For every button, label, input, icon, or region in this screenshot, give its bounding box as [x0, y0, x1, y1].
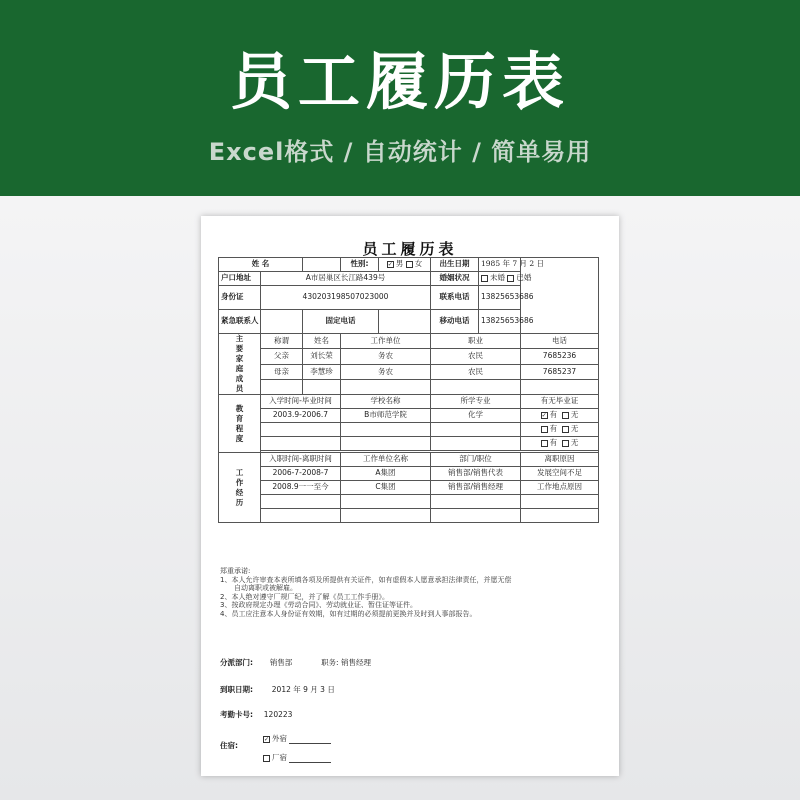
table-row	[219, 379, 599, 394]
emergency-value[interactable]	[261, 310, 303, 334]
commitment-notes	[220, 567, 610, 619]
work-cell[interactable]: 销售部/销售经理	[431, 481, 521, 495]
family-section-label: 主要家庭成员	[219, 334, 261, 395]
lodging-out-line[interactable]	[289, 736, 331, 744]
checkbox-icon[interactable]	[541, 440, 548, 447]
gender-options[interactable]: ✓ 男 女	[379, 258, 431, 272]
id-value[interactable]: 430203198507023000	[261, 286, 431, 310]
education-header: 入学时间-毕业时间	[261, 395, 341, 409]
work-cell[interactable]	[521, 495, 599, 509]
family-cell[interactable]: 刘长荣	[303, 349, 341, 364]
diploma-options[interactable]: ✓ 有 无	[521, 409, 599, 423]
family-cell[interactable]	[341, 379, 431, 394]
checkbox-icon[interactable]	[263, 755, 270, 762]
row-basic-1	[219, 258, 599, 272]
table-row	[219, 409, 599, 423]
lodging-factory-option[interactable]: 厂宿	[263, 752, 331, 763]
date-row	[220, 684, 335, 695]
checkbox-icon[interactable]	[562, 440, 569, 447]
name-label: 姓 名	[219, 258, 303, 272]
dob-label: 出生日期	[431, 258, 479, 272]
checkbox-checked-icon[interactable]: ✓	[387, 260, 393, 268]
family-cell[interactable]: 农民	[431, 349, 521, 364]
family-cell[interactable]: 7685237	[521, 364, 599, 379]
lodging-label: 住宿:	[220, 741, 238, 750]
work-cell[interactable]: 2006-7-2008-7	[261, 467, 341, 481]
mobile-value[interactable]: 13825653686	[479, 310, 521, 334]
checkbox-icon[interactable]	[541, 426, 548, 433]
diploma-options[interactable]: 有 无	[521, 423, 599, 437]
checkbox-icon[interactable]	[562, 412, 569, 419]
note-line: 自动离职或被解雇。	[234, 584, 297, 593]
education-cell[interactable]: B市师范学院	[341, 409, 431, 423]
table-row	[219, 481, 599, 495]
work-cell[interactable]: 发展空间不足	[521, 467, 599, 481]
lodging-factory-line[interactable]	[289, 755, 331, 763]
note-line: 2、本人绝对遵守厂规厂纪，并了解《员工工作手册》。	[220, 592, 389, 601]
hukou-label: 户口地址	[219, 272, 261, 286]
table-row	[219, 349, 599, 364]
education-header-row	[219, 395, 599, 409]
education-cell[interactable]: 化学	[431, 409, 521, 423]
education-cell[interactable]	[431, 423, 521, 437]
work-cell[interactable]: 工作地点原因	[521, 481, 599, 495]
resume-form-table	[218, 257, 599, 523]
card-value[interactable]: 120223	[263, 710, 293, 719]
note-line: 4、员工应注意本人身份证有效期，如有过期的必须提前更换并及时到人事部报告。	[220, 609, 477, 618]
education-cell[interactable]	[341, 437, 431, 451]
checkbox-checked-icon[interactable]: ✓	[541, 411, 547, 419]
family-cell[interactable]: 父亲	[261, 349, 303, 364]
family-cell[interactable]: 李慧珍	[303, 364, 341, 379]
banner-title: 员工履历表	[229, 45, 570, 118]
work-header: 部门/职位	[431, 453, 521, 467]
work-cell[interactable]: A集团	[341, 467, 431, 481]
checkbox-icon[interactable]	[406, 261, 413, 268]
note-line: 3、按政府规定办理《劳动合同》、劳动就业证、暂住证等证件。	[220, 601, 417, 610]
work-cell[interactable]	[341, 509, 431, 523]
work-header-row	[219, 453, 599, 467]
education-header: 学校名称	[341, 395, 431, 409]
dept-value[interactable]: 销售部	[269, 658, 293, 667]
family-cell[interactable]: 7685236	[521, 349, 599, 364]
checkbox-icon[interactable]	[481, 275, 488, 282]
marital-options[interactable]: 未婚 已婚	[479, 272, 521, 286]
checkbox-icon[interactable]	[562, 426, 569, 433]
mobile-label: 移动电话	[431, 310, 479, 334]
education-header: 有无毕业证	[521, 395, 599, 409]
position-value[interactable]: 销售经理	[340, 658, 371, 667]
landline-label: 固定电话	[303, 310, 379, 334]
landline-value[interactable]	[379, 310, 431, 334]
table-row	[219, 467, 599, 481]
family-header: 工作单位	[341, 334, 431, 349]
header-banner	[0, 0, 800, 196]
work-cell[interactable]: 2008.9一一至今	[261, 481, 341, 495]
education-cell[interactable]	[261, 423, 341, 437]
table-row	[219, 509, 599, 523]
diploma-options[interactable]: 有 无	[521, 437, 599, 451]
work-cell[interactable]	[431, 495, 521, 509]
lodging-out-option[interactable]: ✓ 外宿	[263, 733, 331, 744]
education-section-label: 教育程度	[219, 395, 261, 453]
work-cell[interactable]	[261, 509, 341, 523]
lodging-row	[220, 740, 238, 751]
family-cell[interactable]: 务农	[341, 364, 431, 379]
date-value[interactable]: 2012 年 9 月 3 日	[271, 685, 335, 694]
work-header: 入职时间-离职时间	[261, 453, 341, 467]
table-row	[219, 495, 599, 509]
education-cell[interactable]	[431, 437, 521, 451]
banner-subtitle: Excel格式 / 自动统计 / 简单易用	[208, 138, 592, 166]
education-header: 所学专业	[431, 395, 521, 409]
family-header-row	[219, 334, 599, 349]
hukou-value[interactable]: A市居巢区长江路439号	[261, 272, 431, 286]
phone-label: 联系电话	[431, 286, 479, 310]
position-label: 职务:	[321, 658, 339, 667]
work-header: 离职原因	[521, 453, 599, 467]
phone-value[interactable]: 13825653686	[479, 286, 521, 310]
family-cell[interactable]	[521, 379, 599, 394]
education-cell[interactable]	[341, 423, 431, 437]
family-cell[interactable]	[431, 379, 521, 394]
document-title: 员工履历表	[362, 240, 458, 258]
family-header: 电话	[521, 334, 599, 349]
family-cell[interactable]	[303, 379, 341, 394]
emergency-label: 紧急联系人	[219, 310, 261, 334]
family-cell[interactable]: 母亲	[261, 364, 303, 379]
work-cell[interactable]: 销售部/销售代表	[431, 467, 521, 481]
resume-sheet	[201, 216, 619, 776]
table-row	[219, 423, 599, 437]
gender-label: 性别:	[341, 258, 379, 272]
family-cell[interactable]: 务农	[341, 349, 431, 364]
work-header: 工作单位名称	[341, 453, 431, 467]
table-row	[219, 364, 599, 379]
table-row	[219, 437, 599, 451]
checkbox-icon[interactable]	[507, 275, 514, 282]
education-cell[interactable]	[261, 437, 341, 451]
work-cell[interactable]	[261, 495, 341, 509]
work-cell[interactable]	[521, 509, 599, 523]
family-header: 称谓	[261, 334, 303, 349]
family-header: 职业	[431, 334, 521, 349]
work-cell[interactable]	[431, 509, 521, 523]
work-section-label: 工作经历	[219, 453, 261, 523]
family-header: 姓名	[303, 334, 341, 349]
work-cell[interactable]	[341, 495, 431, 509]
name-value[interactable]	[303, 258, 341, 272]
id-label: 身份证	[219, 286, 261, 310]
note-line: 郑重承诺:	[220, 567, 251, 575]
family-cell[interactable]: 农民	[431, 364, 521, 379]
note-line: 1、本人允许审查本表所填各项及所提供有关证件，如有虚假本人愿意承担法律责任，并愿无偿	[220, 575, 512, 584]
dept-label: 分派部门:	[220, 658, 253, 667]
family-cell[interactable]	[261, 379, 303, 394]
marital-label: 婚姻状况	[431, 272, 479, 286]
checkbox-checked-icon[interactable]: ✓	[264, 735, 270, 743]
dob-value[interactable]: 1985 年 7 月 2 日	[479, 258, 521, 272]
dept-row	[220, 657, 371, 668]
date-label: 到职日期:	[220, 685, 253, 694]
work-cell[interactable]: C集团	[341, 481, 431, 495]
card-label: 考勤卡号:	[220, 710, 253, 719]
education-cell[interactable]: 2003.9-2006.7	[261, 409, 341, 423]
card-row	[220, 709, 292, 720]
